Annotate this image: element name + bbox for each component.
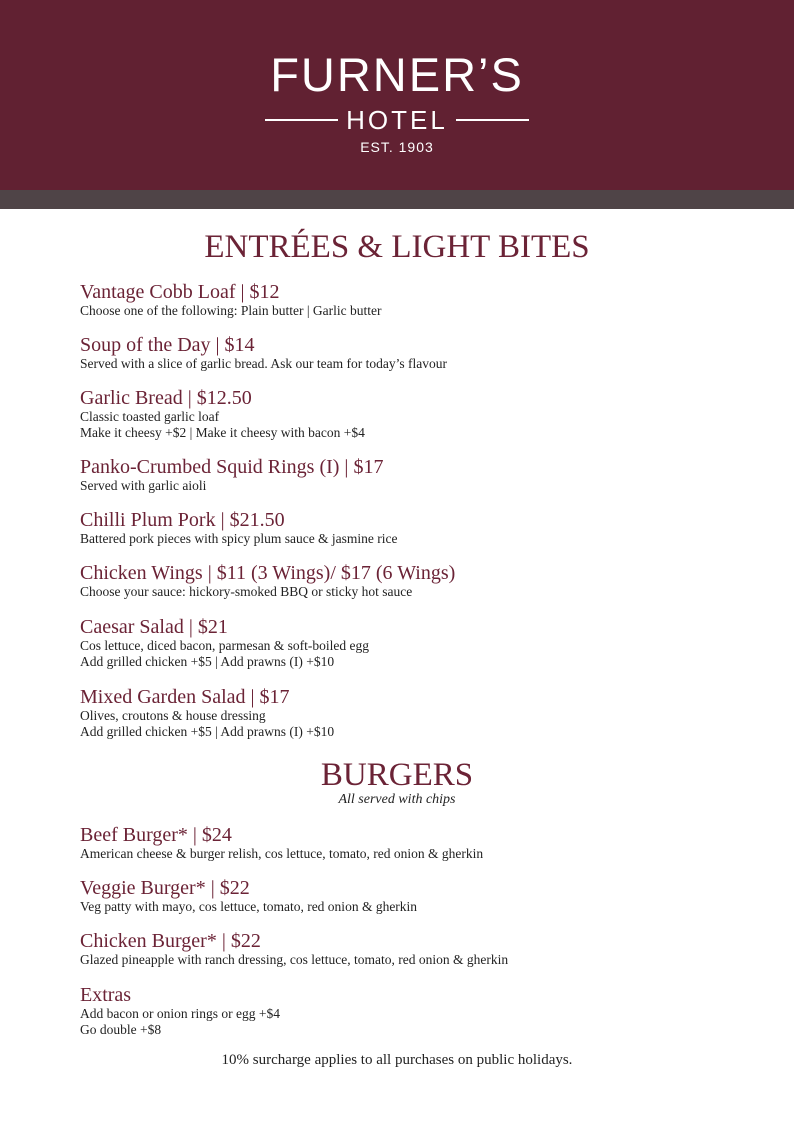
menu-item bbox=[80, 686, 740, 740]
item-description: Add bacon or onion rings or egg +$4 bbox=[80, 1006, 280, 1021]
item-name: Mixed Garden Salad | $17 bbox=[80, 686, 290, 708]
item-name: Beef Burger* | $24 bbox=[80, 824, 232, 846]
item-name: Soup of the Day | $14 bbox=[80, 334, 255, 356]
item-description: Veg patty with mayo, cos lettuce, tomato, red onion & gherkin bbox=[80, 899, 418, 914]
item-name: Vantage Cobb Loaf | $12 bbox=[80, 281, 280, 303]
item-description: Classic toasted garlic loaf bbox=[80, 409, 220, 424]
hotel-logo bbox=[0, 48, 794, 155]
menu-item bbox=[80, 562, 740, 600]
item-option: Add grilled chicken +$5 | Add prawns (I) +$10 bbox=[80, 654, 335, 669]
menu-item bbox=[80, 984, 740, 1038]
item-description: Cos lettuce, diced bacon, parmesan & soft-boiled egg bbox=[80, 638, 370, 653]
burgers-title: BURGERS bbox=[320, 757, 474, 793]
menu-item bbox=[80, 616, 740, 670]
item-option: Add grilled chicken +$5 | Add prawns (I) +$10 bbox=[80, 724, 335, 739]
item-description: Served with garlic aioli bbox=[80, 478, 207, 493]
logo-est: EST. 1903 bbox=[360, 139, 434, 155]
item-description: American cheese & burger relish, cos lettuce, tomato, red onion & gherkin bbox=[80, 846, 484, 861]
menu-item bbox=[80, 456, 740, 494]
menu-item bbox=[80, 281, 740, 319]
item-description: Olives, croutons & house dressing bbox=[80, 708, 266, 723]
item-name: Extras bbox=[80, 984, 132, 1006]
logo-rule-left bbox=[265, 119, 338, 121]
item-name: Chilli Plum Pork | $21.50 bbox=[80, 509, 285, 531]
menu-item bbox=[80, 387, 740, 441]
burgers-subtitle: All served with chips bbox=[338, 792, 456, 807]
item-description: Choose your sauce: hickory-smoked BBQ or sticky hot sauce bbox=[80, 584, 413, 599]
item-name: Caesar Salad | $21 bbox=[80, 616, 228, 638]
item-name: Chicken Burger* | $22 bbox=[80, 930, 261, 952]
logo-hotel-row bbox=[0, 104, 794, 136]
item-name: Chicken Wings | $11 (3 Wings)/ $17 (6 Wings) bbox=[80, 562, 456, 584]
entrees-title: ENTRÉES & LIGHT BITES bbox=[204, 229, 590, 265]
menu-item bbox=[80, 930, 740, 968]
item-description: Choose one of the following: Plain butter | Garlic butter bbox=[80, 303, 382, 318]
item-option: Make it cheesy +$2 | Make it cheesy with bacon +$4 bbox=[80, 425, 365, 440]
logo-hotel: HOTEL bbox=[346, 105, 448, 135]
item-description: Served with a slice of garlic bread. Ask our team for today’s flavour bbox=[80, 356, 448, 371]
item-description: Glazed pineapple with ranch dressing, cos lettuce, tomato, red onion & gherkin bbox=[80, 952, 509, 967]
item-name: Veggie Burger* | $22 bbox=[80, 877, 250, 899]
logo-rule-right bbox=[456, 119, 529, 121]
logo-name: FURNER’S bbox=[270, 48, 524, 101]
item-name: Garlic Bread | $12.50 bbox=[80, 387, 252, 409]
menu-item bbox=[80, 509, 740, 547]
menu-item bbox=[80, 824, 740, 862]
menu-item bbox=[80, 877, 740, 915]
menu-item bbox=[80, 334, 740, 372]
item-description: Battered pork pieces with spicy plum sauce & jasmine rice bbox=[80, 531, 398, 546]
item-option: Go double +$8 bbox=[80, 1022, 162, 1037]
header-strip bbox=[0, 190, 794, 209]
item-name: Panko-Crumbed Squid Rings (I) | $17 bbox=[80, 456, 384, 478]
surcharge-note: 10% surcharge applies to all purchases on public holidays. bbox=[221, 1052, 573, 1068]
